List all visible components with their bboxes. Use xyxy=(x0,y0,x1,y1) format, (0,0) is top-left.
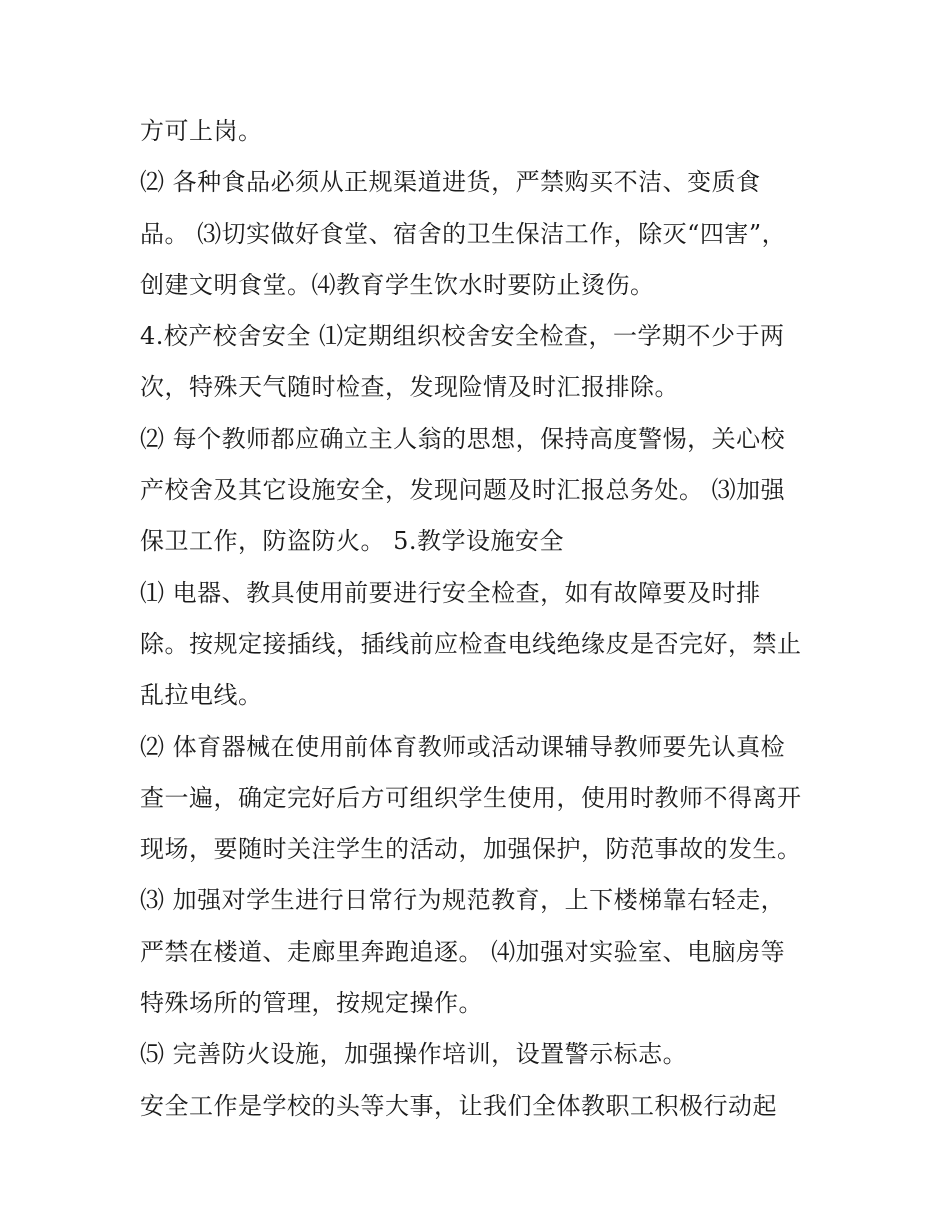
text-line: 查一遍，确定完好后方可组织学生使用，使用时教师不得离开 xyxy=(140,783,802,812)
text-line: ⑵ 各种食品必须从正规渠道进货，严禁购买不洁、变质食 xyxy=(140,168,761,197)
text-line: 严禁在楼道、走廊里奔跑追逐。 ⑷加强对实验室、电脑房等 xyxy=(140,937,786,966)
text-line: ⑵ 每个教师都应确立主人翁的思想，保持高度警惕，关心校 xyxy=(140,424,786,453)
text-line: 产校舍及其它设施安全，发现问题及时汇报总务处。 ⑶加强 xyxy=(140,476,786,505)
text-line: 4.校产校舍安全 ⑴定期组织校舍安全检查，一学期不少于两 xyxy=(140,322,785,351)
text-line: 除。按规定接插线，插线前应检查电线绝缘皮是否完好，禁止 xyxy=(140,629,802,658)
text-line: 创建文明食堂。⑷教育学生饮水时要防止烫伤。 xyxy=(140,270,655,299)
text-line: ⑶ 加强对学生进行日常行为规范教育，上下楼梯靠右轻走， xyxy=(140,886,786,915)
text-line: 安全工作是学校的头等大事，让我们全体教职工积极行动起 xyxy=(140,1091,777,1120)
text-line: 保卫工作，防盗防火。 5.教学设施安全 xyxy=(140,527,565,556)
text-line: 特殊场所的管理，按规定操作。 xyxy=(140,989,483,1018)
body-text xyxy=(140,106,830,1132)
text-line: 乱拉电线。 xyxy=(140,681,263,710)
text-line: 品。 ⑶切实做好食堂、宿舍的卫生保洁工作，除灭“四害”， xyxy=(140,219,787,248)
text-line: 次，特殊天气随时检查，发现险情及时汇报排除。 xyxy=(140,373,679,402)
text-line: ⑵ 体育器械在使用前体育教师或活动课辅导教师要先认真检 xyxy=(140,732,786,761)
text-line: ⑸ 完善防火设施，加强操作培训，设置警示标志。 xyxy=(140,1040,688,1069)
text-line: 方可上岗。 xyxy=(140,117,263,145)
text-line: ⑴ 电器、教具使用前要进行安全检查，如有故障要及时排 xyxy=(140,578,761,607)
text-line: 现场，要随时关注学生的活动，加强保护，防范事故的发生。 xyxy=(140,835,802,864)
